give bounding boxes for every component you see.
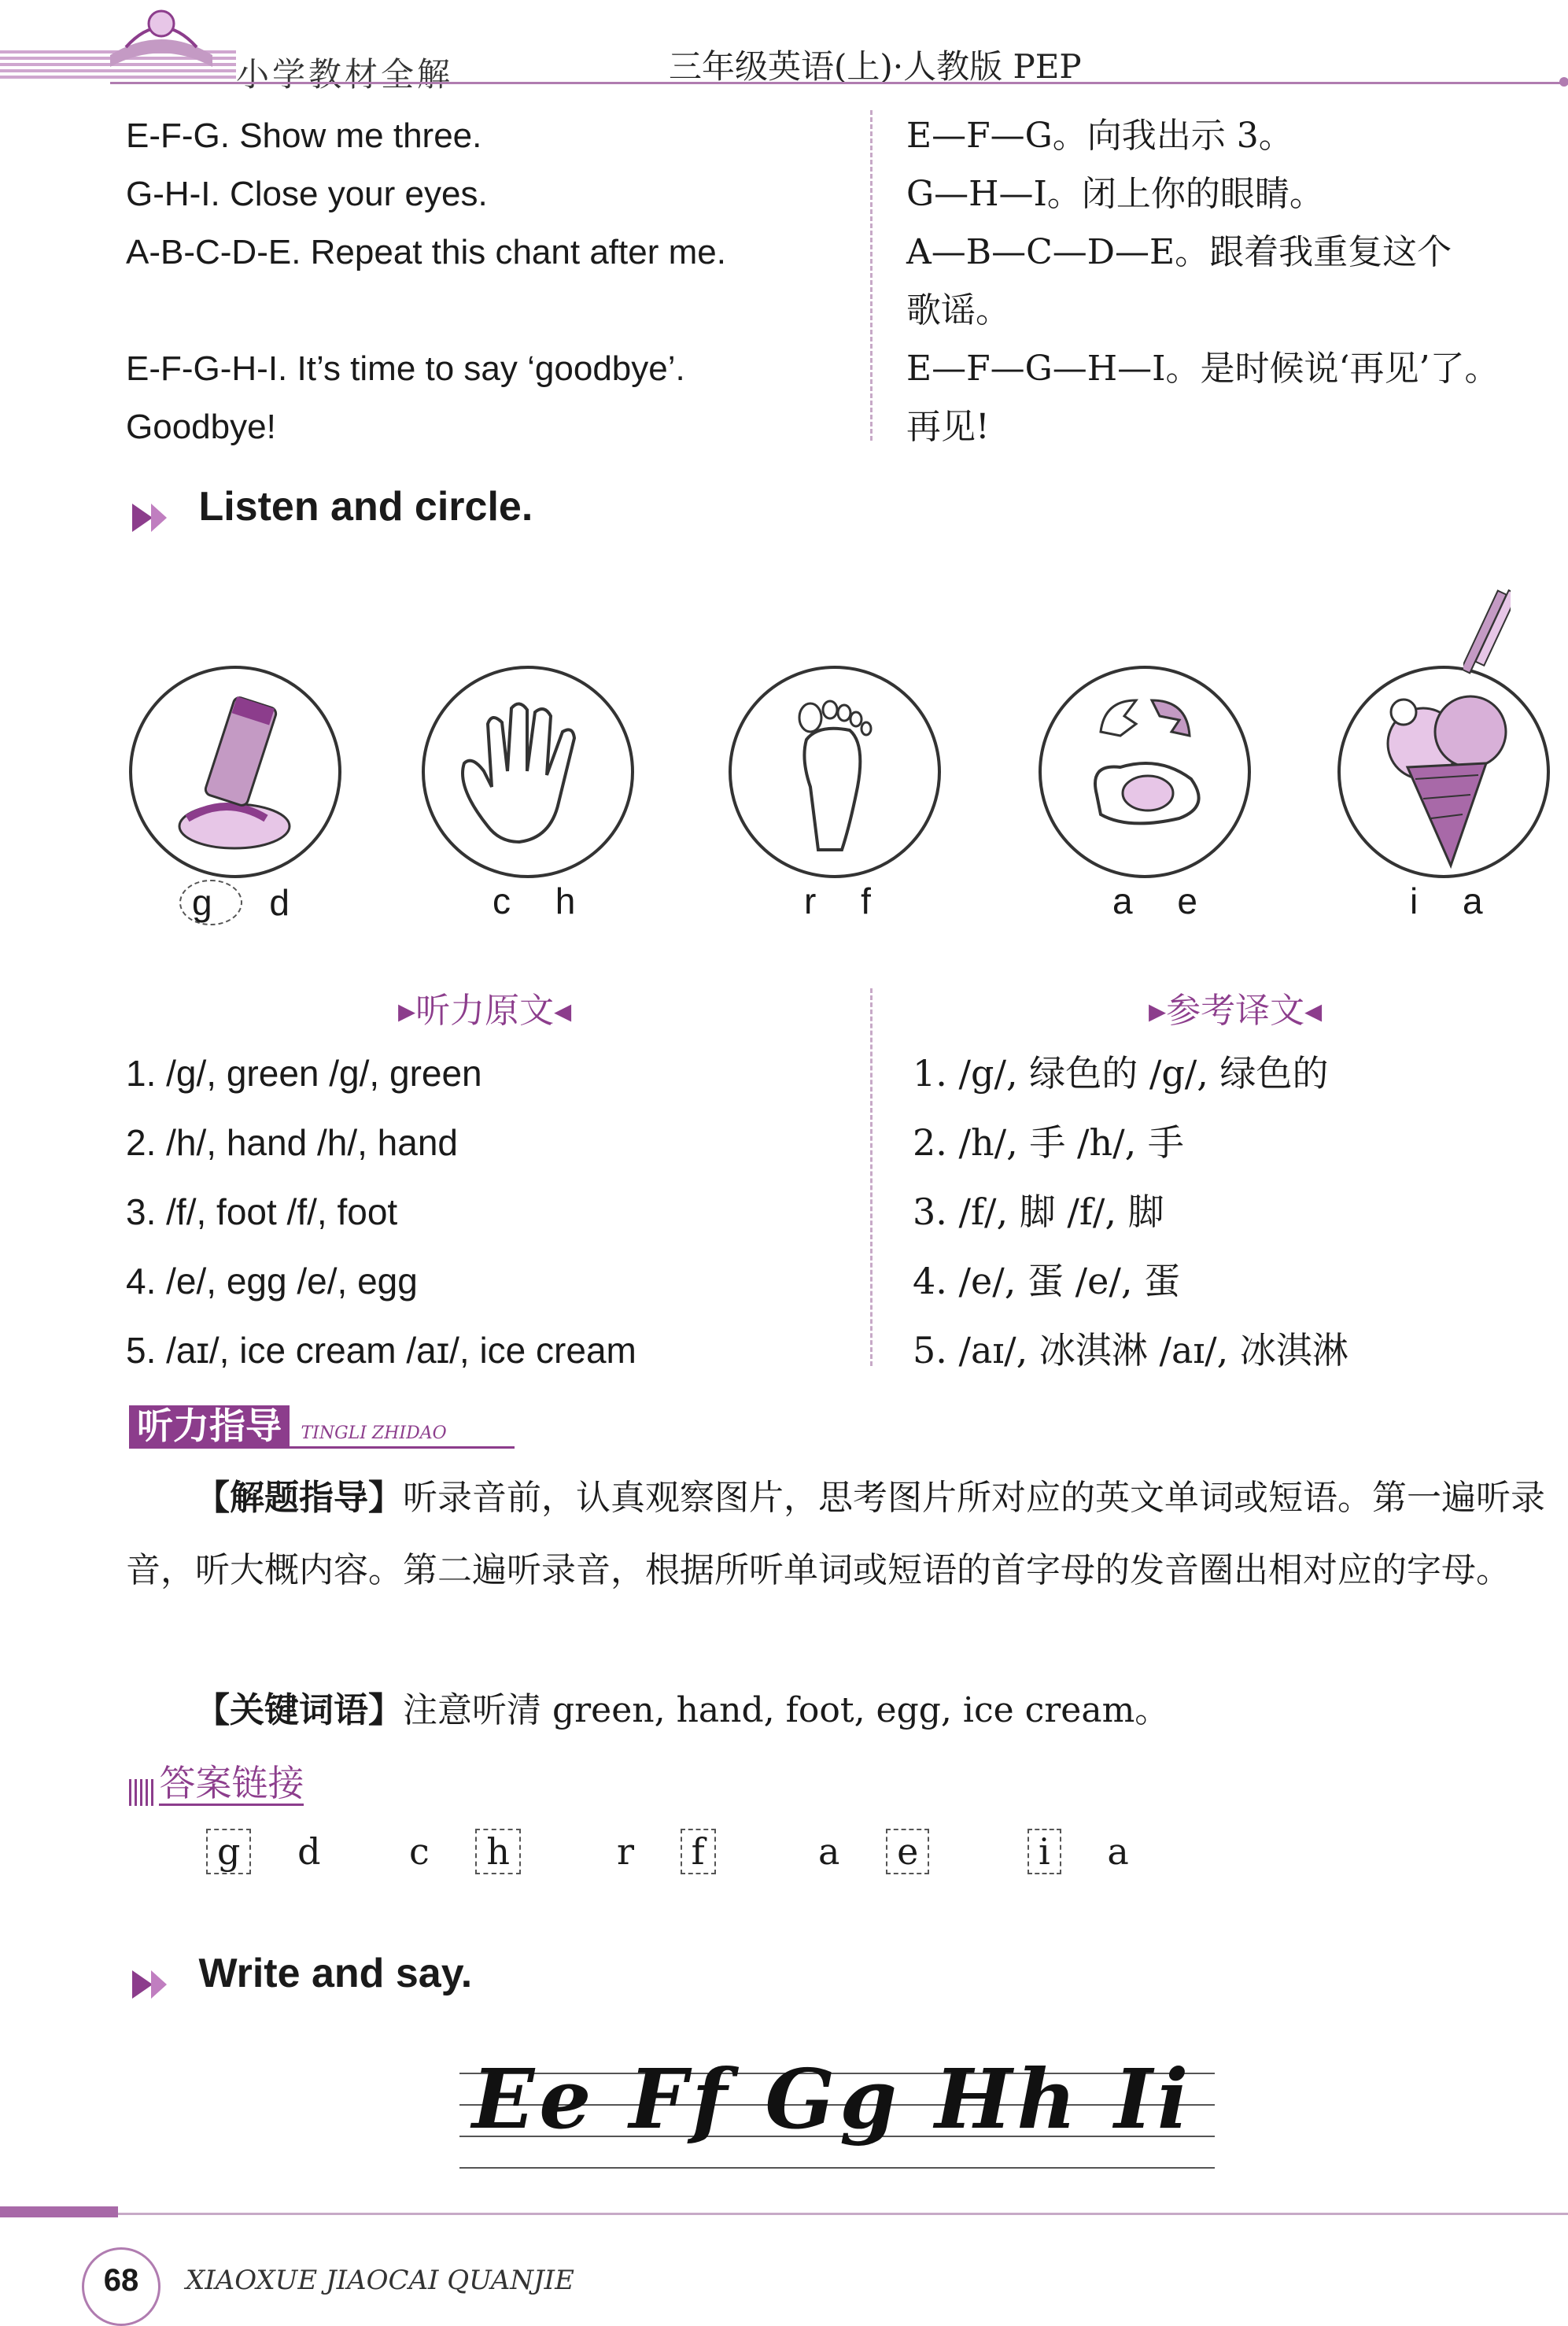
answer-letter: a [818, 1830, 840, 1873]
option-letter: a [1112, 881, 1150, 921]
option-letter: c [493, 881, 528, 921]
guide-banner [129, 1397, 447, 1449]
list-item: 3. /f/, 脚 /f/, 脚 [913, 1191, 1164, 1233]
guide-label: 听力指导 [129, 1405, 290, 1446]
list-item: 5. /aɪ/, ice cream /aɪ/, ice cream [126, 1330, 636, 1371]
handwriting-letters: Ee Ff Gg Hh Ii [472, 2051, 1194, 2147]
option-letter: i [1410, 881, 1436, 921]
list-item: 2. /h/, hand /h/, hand [126, 1122, 458, 1163]
paint-tube-icon [129, 666, 341, 878]
chant-chinese [906, 107, 1559, 456]
option-letters [493, 880, 592, 922]
page-number: 68 [103, 2263, 139, 2298]
answer-boxed: i [1028, 1829, 1061, 1874]
answer-boxed: h [475, 1829, 521, 1874]
answer-letter: c [409, 1830, 430, 1873]
header-dot [1559, 77, 1568, 87]
option-letter: e [1177, 881, 1215, 921]
chant-line: G-H-I. Close your eyes. [126, 175, 488, 213]
circled-option: g [179, 880, 242, 925]
translation-list [913, 1039, 1558, 1385]
listen-section-title [132, 483, 533, 537]
answer-row [818, 1829, 929, 1874]
series-title: 小学教材全解 [236, 56, 454, 93]
option-letters [1410, 880, 1500, 922]
chant-line: E-F-G-H-I. It’s time to say ‘goodbye’. [126, 349, 685, 388]
key-label: 【关键词语】 [195, 1691, 403, 1730]
chant-line: A-B-C-D-E. Repeat this chant after me. [126, 233, 726, 271]
answer-boxed: e [886, 1829, 929, 1874]
answer-letter: a [1107, 1830, 1129, 1873]
write-section-title [132, 1950, 472, 2003]
chant-zh-line: E—F—G—H—I。是时候说‘再见’了。 [906, 349, 1500, 389]
ice-cream-icon [1337, 666, 1550, 878]
chant-zh-line: E—F—G。向我出示 3。 [906, 116, 1293, 156]
transcript-heading: ▸听力原文◂ [398, 991, 572, 1030]
list-item: 4. /e/, egg /e/, egg [126, 1261, 418, 1301]
option-letters [1112, 880, 1215, 922]
transcript-list [126, 1039, 850, 1385]
option-letter: f [861, 881, 888, 921]
chant-zh-line: 歌谣。 [906, 290, 1010, 330]
straw-decor-icon [1463, 589, 1511, 675]
option-letters [804, 880, 888, 922]
list-item: 4. /e/, 蛋 /e/, 蛋 [913, 1260, 1181, 1302]
tip-label: 【解题指导】 [195, 1479, 403, 1517]
foot-icon [729, 666, 941, 878]
double-arrow-icon [132, 1964, 195, 2003]
footer-rule [0, 2213, 1568, 2215]
answer-row [206, 1829, 321, 1874]
option-letter: a [1463, 881, 1500, 921]
list-item: 1. /g/, 绿色的 /g/, 绿色的 [913, 1052, 1329, 1095]
chant-zh-line: A—B—C—D—E。跟着我重复这个 [906, 232, 1452, 272]
list-item: 2. /h/, 手 /h/, 手 [913, 1121, 1184, 1164]
chant-english [126, 107, 858, 456]
list-item: 1. /g/, green /g/, green [126, 1053, 482, 1094]
translation-heading: ▸参考译文◂ [1149, 991, 1323, 1030]
option-letter: r [804, 881, 834, 921]
option-letters [179, 880, 307, 925]
header-rule [110, 82, 1566, 84]
option-letter: h [555, 881, 593, 921]
transcript-divider [870, 988, 873, 1366]
translation-heading-text: 参考译文 [1166, 991, 1305, 1030]
answer-letter: d [297, 1830, 321, 1873]
guide-pinyin: TINGLI ZHIDAO [301, 1423, 447, 1443]
transcript-heading-text: 听力原文 [415, 991, 555, 1030]
write-title-text: Write and say. [198, 1951, 473, 1996]
answer-row [617, 1829, 716, 1874]
guide-underline [129, 1446, 515, 1449]
egg-icon [1039, 666, 1251, 878]
chant-zh-line: 再见! [906, 407, 990, 447]
list-item: 5. /aɪ/, 冰淇淋 /aɪ/, 冰淇淋 [913, 1329, 1348, 1372]
answer-boxed: f [681, 1829, 716, 1874]
tip-text: 听录音前，认真观察图片，思考图片所对应的英文单词或短语。第一遍听录音，听大概内容。第二遍听录音，根据所听单词或短语的首字母的发音圈出相对应的字母。 [126, 1478, 1545, 1590]
key-paragraph [195, 1674, 1556, 1747]
listen-title-text: Listen and circle. [198, 484, 533, 530]
answer-link-heading [129, 1755, 304, 1807]
hand-icon [422, 666, 634, 878]
chant-zh-line: G—H—I。闭上你的眼睛。 [906, 174, 1324, 214]
option-letter: d [269, 882, 307, 923]
answer-row [1028, 1829, 1129, 1874]
chant-line: E-F-G. Show me three. [126, 116, 482, 155]
footer-title: XIAOXUE JIAOCAI QUANJIE [186, 2265, 574, 2296]
key-text: 注意听清 green, hand, foot, egg, ice cream。 [403, 1690, 1170, 1730]
footer-band [0, 2206, 118, 2217]
chant-divider [870, 110, 873, 441]
book-title: 三年级英语(上)·人教版 PEP [669, 47, 1082, 86]
tip-paragraph [126, 1462, 1558, 1607]
chant-line: Goodbye! [126, 408, 276, 446]
answer-row [409, 1829, 521, 1874]
book-logo-icon [94, 0, 228, 79]
answer-link-label: 答案链接 [159, 1763, 304, 1806]
list-item: 3. /f/, foot /f/, foot [126, 1191, 398, 1232]
double-arrow-icon [132, 497, 195, 537]
answer-letter: r [617, 1830, 634, 1873]
grid-icon [129, 1779, 156, 1806]
answer-boxed: g [206, 1829, 251, 1874]
